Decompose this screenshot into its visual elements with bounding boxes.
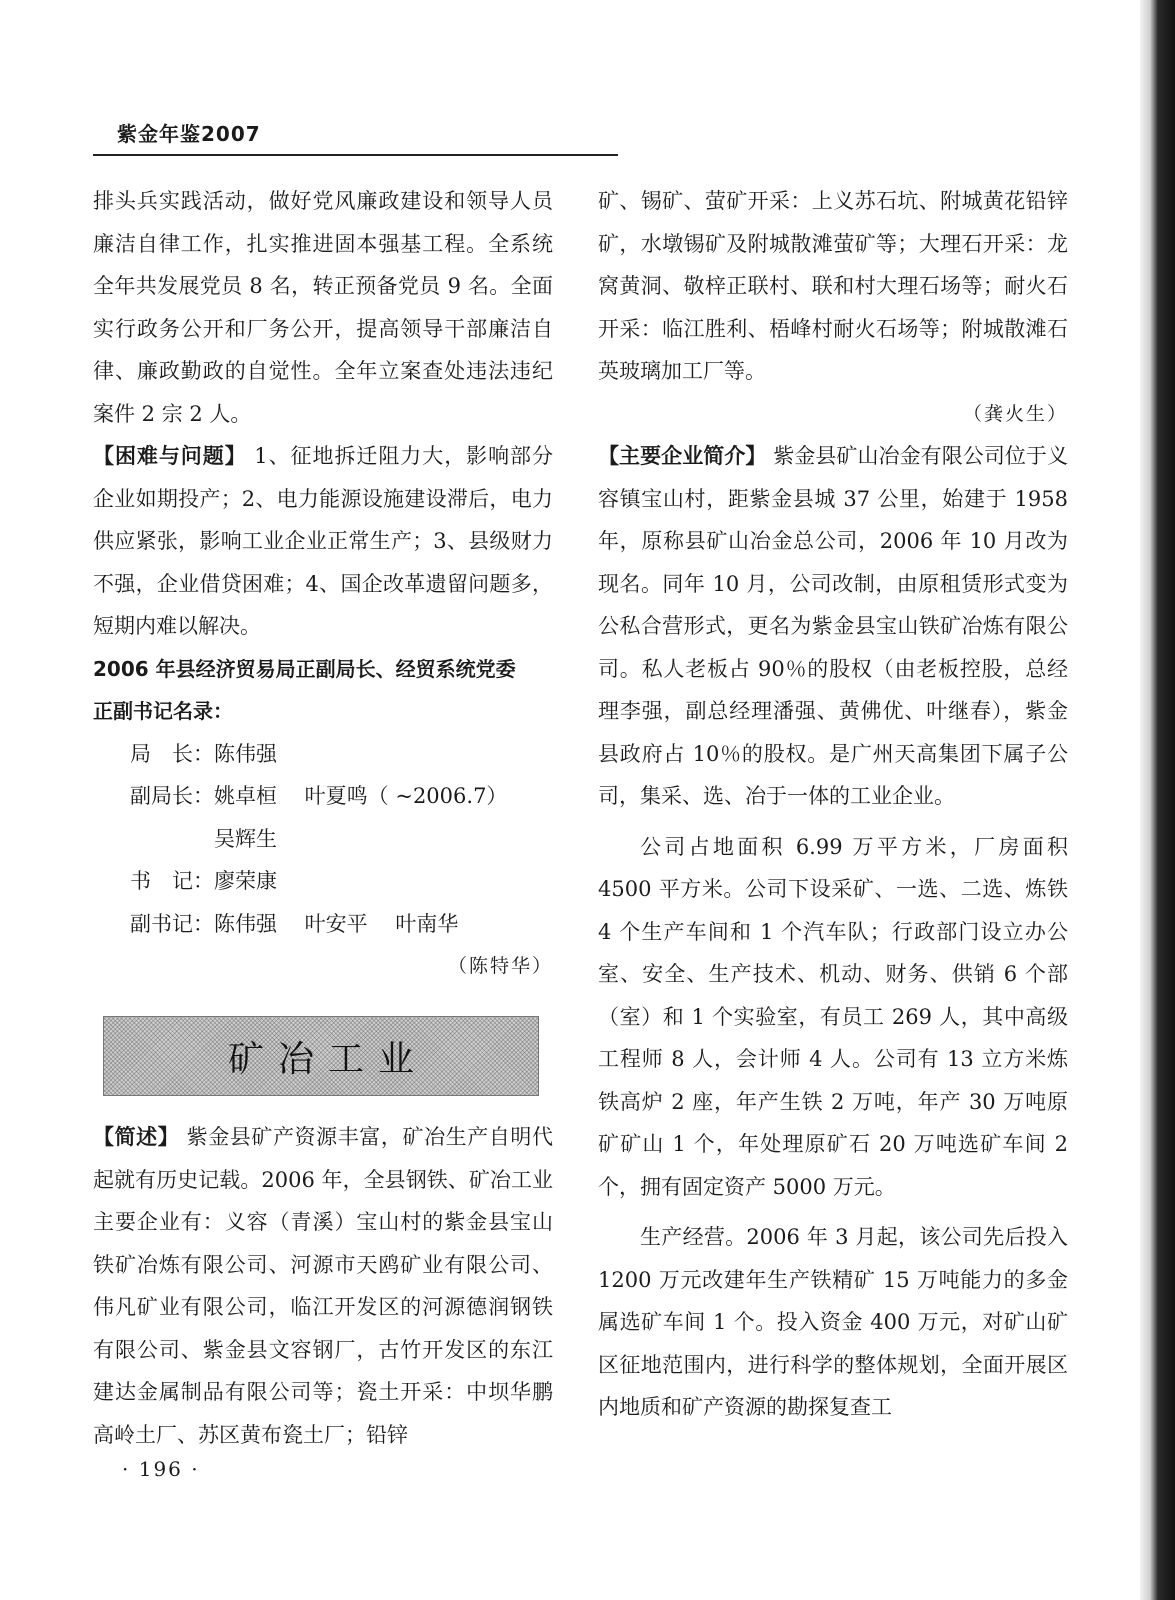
scan-edge (1140, 0, 1175, 1600)
enterprise-text: 紫金县矿山冶金有限公司位于义容镇宝山村，距紫金县城 37 公里，始建于 1958 年，原称县矿山冶金总公司，2006 年 10 月改为现名。同年 10 月，公司改制，由原租赁形式变为公私合营形式，更名为紫金县宝山铁矿冶炼有限公司。私人老板占 90％的股权（由老板控股，总经理李强，副总经理潘强、黄佛优、叶继春），紫金县政府占 10％的股权。是广州天高集团下属子公司，集采、选、冶于一体的工业企业。 (598, 444, 1068, 808)
roster-title-line1: 2006 年县经济贸易局正副局长、经贸系统党委 (93, 656, 516, 681)
mining-list-paragraph: 矿、锡矿、萤矿开采：上义苏石坑、附城黄花铅锌矿，水墩锡矿及附城散滩萤矿等；大理石开采：龙窝黄洞、敬梓正联村、联和村大理石场等；耐火石开采：临江胜利、梧峰村耐火石场等；附城散滩石英玻璃加工厂等。 (598, 189, 1068, 383)
section-banner-title: 矿冶工业 (227, 1038, 428, 1080)
author-signature: （陈特华） (447, 955, 553, 977)
overview-heading: 【简述】 (93, 1125, 180, 1149)
overview-text: 紫金县矿产资源丰富，矿冶生产自明代起就有历史记载。2006 年，全县钢铁、矿冶工业主要企业有：义容（青溪）宝山村的紫金县宝山铁矿冶炼有限公司、河源市天鸥矿业有限公司、伟凡矿业有限公司，临江开发区的河源德润钢铁有限公司、紫金县文容钢厂，古竹开发区的东江建达金属制品有限公司等；瓷土开采：中坝华鹏高岭土厂、苏区黄布瓷土厂；铅锌 (93, 1125, 554, 1447)
production-paragraph: 生产经营。2006 年 3 月起，该公司先后投入 1200 万元改建年生产铁精矿 15 万吨能力的多金属选矿车间 1 个。投入资金 400 万元，对矿山矿区征地范围内，进行科学的整体规划，全面开展区内地质和矿产资源的勘探复查工 (598, 1225, 1068, 1419)
enterprise-heading: 【主要企业简介】 (598, 444, 767, 468)
difficulties-heading: 【困难与问题】 (93, 444, 247, 468)
roster-label: 副书记： (130, 911, 214, 936)
enterprise-paragraph (598, 435, 1068, 818)
section-overview (93, 1116, 553, 1456)
roster-row-deputy-director-cont: 吴辉生 (214, 826, 277, 851)
roster-value: 姚卓桓 叶夏鸣（ ~2006.7） (214, 784, 508, 808)
left-column (93, 180, 553, 988)
header-rule (93, 154, 618, 156)
roster-value: 廖荣康 (214, 869, 277, 893)
difficulties-text: 1、征地拆迁阻力大，影响部分企业如期投产；2、电力能源设施建设滞后，电力供应紧张，影响工业企业正常生产；3、县级财力不强，企业借贷困难；4、国企改革遗留问题多，短期内难以解决。 (93, 444, 553, 638)
roster-title-line2: 正副书记名录： (93, 699, 233, 723)
company-scale-paragraph: 公司占地面积 6.99 万平方米，厂房面积 4500 平方米。公司下设采矿、一选、二选、炼铁 4 个生产车间和 1 个汽车队；行政部门设立办公室、安全、生产技术、机动、财务、供销 6 个部（室）和 1 个实验室，有员工 269 人，其中高级工程师 8 人，会计师 4 人。公司有 13 立方米炼铁高炉 2 座，年产生铁 2 万吨，年产 30 万吨原矿矿山 1 个，年处理原矿石 20 万吨选矿车间 2 个，拥有固定资产 5000 万元。 (598, 834, 1068, 1199)
section-banner (103, 1016, 539, 1096)
running-header-title: 紫金年鉴2007 (117, 122, 261, 146)
author-signature: （龚火生） (962, 402, 1068, 425)
party-building-paragraph: 排头兵实践活动，做好党风廉政建设和领导人员廉洁自律工作，扎实推进固本强基工程。全系统全年共发展党员 8 名，转正预备党员 9 名。全面实行政务公开和厂务公开，提高领导干部廉洁自律、廉政勤政的自觉性。全年立案查处违法违纪案件 2 宗 2 人。 (93, 189, 553, 426)
roster-row-deputy-secretary (93, 903, 553, 946)
roster-row-secretary (93, 860, 553, 903)
roster-value: 陈伟强 叶安平 叶南华 (214, 911, 459, 936)
leadership-roster (93, 733, 553, 946)
roster-label: 书 记： (130, 869, 214, 893)
page-number: · 196 · (122, 1457, 200, 1481)
right-column (598, 180, 1068, 1429)
roster-row-deputy-director (93, 775, 553, 818)
roster-value: 陈伟强 (214, 741, 277, 766)
roster-label: 副局长： (130, 784, 214, 808)
roster-label: 局 长： (130, 741, 214, 766)
overview-paragraph (93, 1116, 553, 1456)
roster-row-director (93, 733, 553, 776)
difficulties-paragraph (93, 435, 553, 648)
